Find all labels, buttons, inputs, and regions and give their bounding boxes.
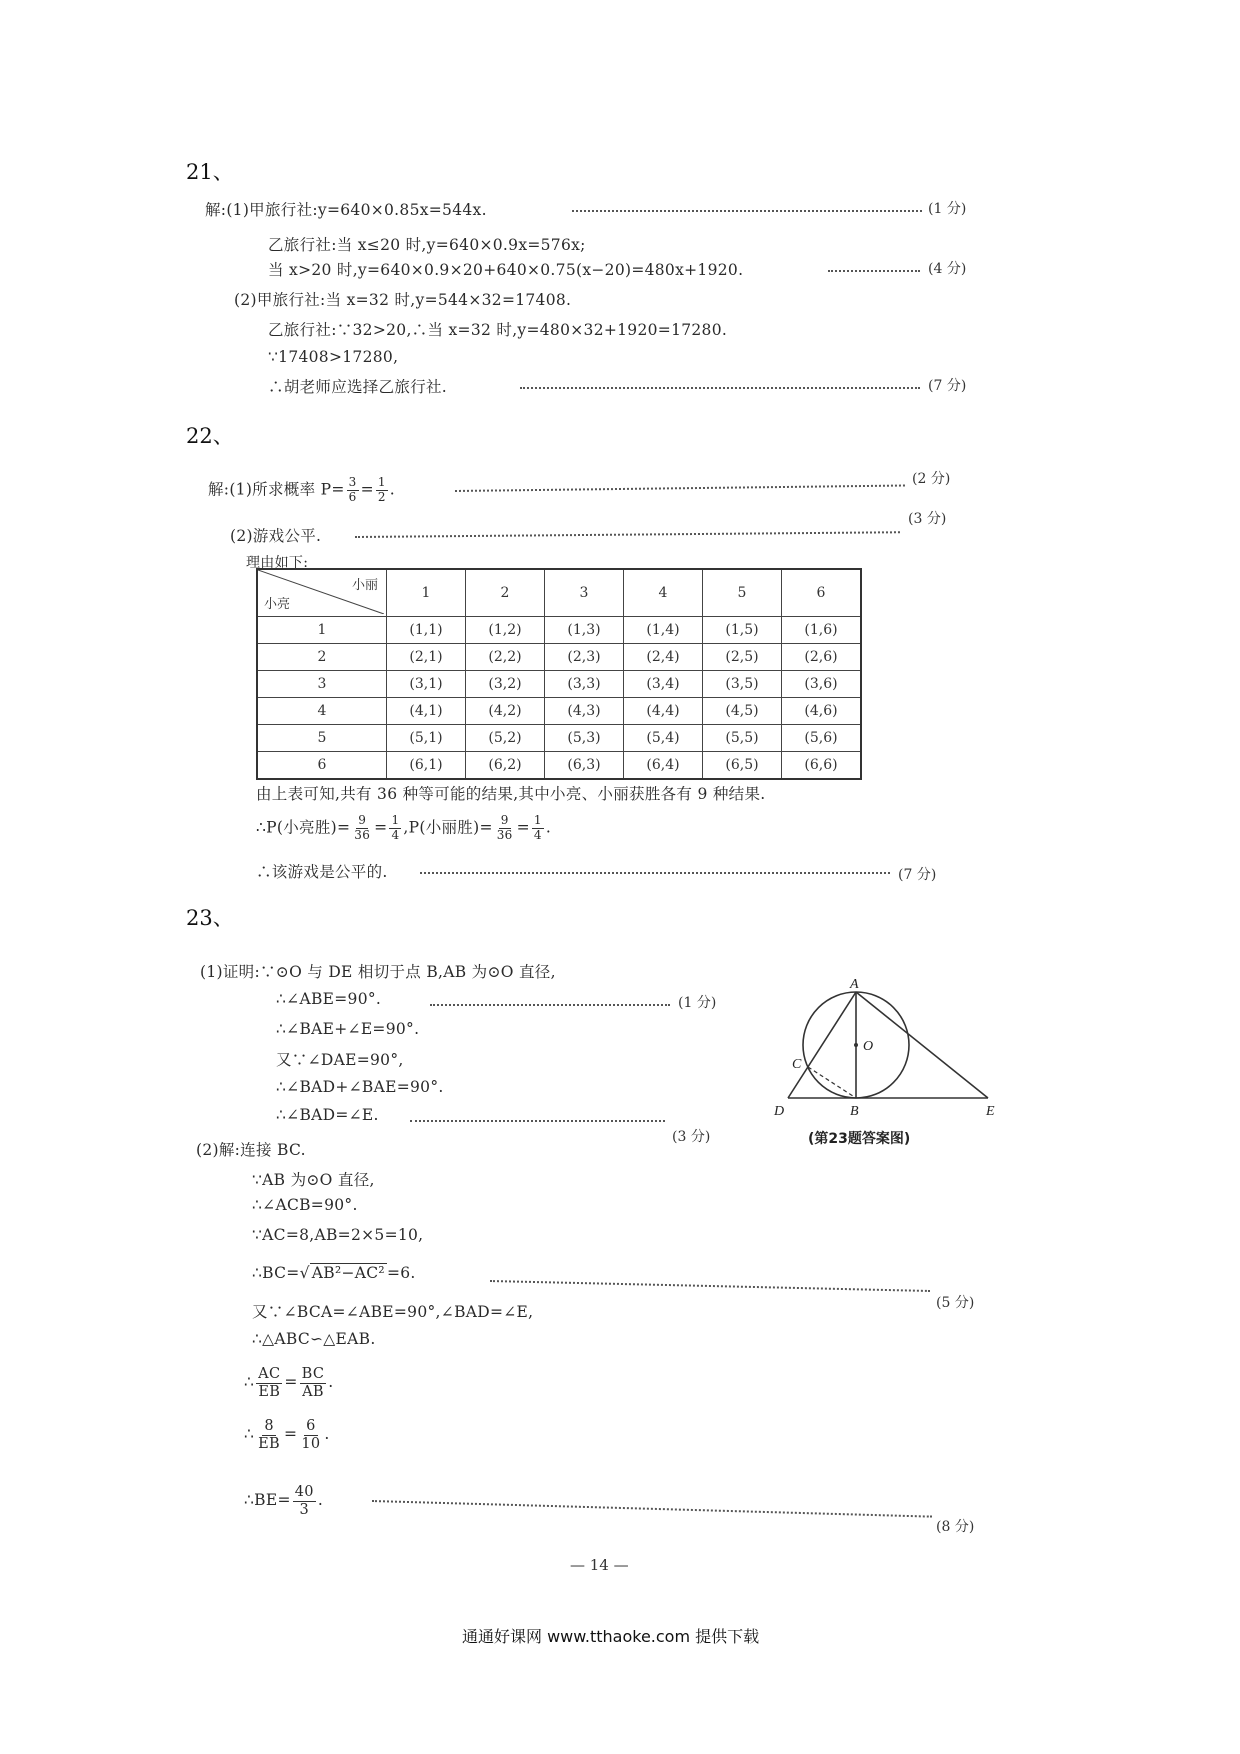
table-cell: (4,6) <box>782 698 862 725</box>
row-header: 2 <box>257 644 387 671</box>
fraction: $\frac{40}{3}$ <box>294 1484 314 1518</box>
q22-line-3: 理由如下: <box>246 555 309 571</box>
q23-score-6: (3 分) <box>672 1129 711 1145</box>
table-cell: (2,6) <box>782 644 862 671</box>
table-cell: (3,5) <box>703 671 782 698</box>
table-cell: (1,2) <box>466 617 545 644</box>
q23-line-13: ∴△ABC∽△EAB. <box>252 1330 376 1348</box>
segment-bc <box>808 1067 856 1098</box>
table-cell: (2,5) <box>703 644 782 671</box>
q23-line-7: (2)解:连接 BC. <box>196 1141 306 1159</box>
header-row-label: 小亮 <box>264 597 291 612</box>
table-cell: (2,3) <box>545 644 624 671</box>
q22-line-1: 解:(1)所求概率 P= $\frac{3}{6}$ = $\frac{1}{2}$ . <box>208 475 396 504</box>
col-header: 5 <box>703 569 782 617</box>
table-cell: (6,3) <box>545 752 624 780</box>
label-b: B <box>850 1104 859 1119</box>
table-cell: (1,3) <box>545 617 624 644</box>
leader-dots <box>520 387 920 389</box>
table-cell: (5,2) <box>466 725 545 752</box>
q21-line-2: 乙旅行社:当 x≤20 时,y=640×0.9x=576x; <box>268 236 586 254</box>
q23-line-2: ∴∠ABE=90°. <box>276 990 382 1008</box>
table-cell: (6,1) <box>387 752 466 780</box>
label-e: E <box>986 1104 995 1119</box>
leader-dots <box>455 485 905 492</box>
col-header: 1 <box>387 569 466 617</box>
q21-score-1: (1 分) <box>928 201 967 217</box>
table-row <box>257 752 861 780</box>
fraction: $\frac{9}{36}$ <box>496 813 513 842</box>
q22-line-4: 由上表可知,共有 36 种等可能的结果,其中小亮、小丽获胜各有 9 种结果. <box>256 785 766 803</box>
col-header: 2 <box>466 569 545 617</box>
table-cell: (5,3) <box>545 725 624 752</box>
q23-line-14: ∴ $\frac{AC}{EB}$ = $\frac{BC}{AB}$ . <box>244 1366 334 1400</box>
label-a: A <box>850 977 859 992</box>
q23-score-12: (5 分) <box>936 1295 975 1311</box>
q21-line-3: 当 x>20 时,y=640×0.9×20+640×0.75(x−20)=480x+1920. <box>268 261 744 279</box>
table-cell: (4,3) <box>545 698 624 725</box>
leader-dots <box>430 1004 670 1006</box>
table-cell: (5,4) <box>624 725 703 752</box>
table-row <box>257 698 861 725</box>
table-header-row <box>257 569 861 617</box>
table-cell: (5,1) <box>387 725 466 752</box>
q23-line-6: ∴∠BAD=∠E. <box>276 1106 379 1124</box>
table-corner-cell <box>257 569 387 617</box>
q22-score-6: (7 分) <box>898 867 937 883</box>
table-row <box>257 671 861 698</box>
q22-score-1: (2 分) <box>912 471 951 487</box>
table-cell: (5,6) <box>782 725 862 752</box>
q23-line-5: ∴∠BAD+∠BAE=90°. <box>276 1078 444 1096</box>
table-row <box>257 725 861 752</box>
row-header: 4 <box>257 698 387 725</box>
q22-score-2: (3 分) <box>908 511 947 527</box>
q23-line-12: 又∵∠BCA=∠ABE=90°,∠BAD=∠E, <box>252 1303 534 1321</box>
col-header: 6 <box>782 569 862 617</box>
fraction: $\frac{BC}{AB}$ <box>301 1366 325 1400</box>
q23-line-9: ∴∠ACB=90°. <box>252 1196 358 1214</box>
sqrt-radicand: AB²−AC² <box>311 1264 385 1282</box>
q23-line-16: ∴BE= $\frac{40}{3}$ . <box>244 1484 324 1518</box>
q21-line-6: ∵17408>17280, <box>268 348 399 366</box>
leader-dots <box>572 210 922 212</box>
figure-caption: (第23题答案图) <box>808 1131 911 1147</box>
leader-dots <box>355 531 900 538</box>
table-cell: (3,3) <box>545 671 624 698</box>
fraction: $\frac{1}{4}$ <box>391 813 400 842</box>
col-header: 4 <box>624 569 703 617</box>
row-header: 3 <box>257 671 387 698</box>
col-header: 3 <box>545 569 624 617</box>
table-cell: (6,2) <box>466 752 545 780</box>
table-cell: (3,4) <box>624 671 703 698</box>
table-cell: (2,2) <box>466 644 545 671</box>
q23-line-3: ∴∠BAE+∠E=90°. <box>276 1020 420 1038</box>
leader-dots <box>828 270 920 272</box>
header-col-label: 小丽 <box>351 578 378 593</box>
row-header: 1 <box>257 617 387 644</box>
table-cell: (6,5) <box>703 752 782 780</box>
page-number: — 14 — <box>570 1556 629 1574</box>
geometry-figure <box>770 960 1010 1135</box>
table-cell: (1,5) <box>703 617 782 644</box>
segment-ae <box>856 992 988 1098</box>
q23-line-4: 又∵∠DAE=90°, <box>276 1051 404 1069</box>
q22-line-6: ∴该游戏是公平的. <box>256 863 388 881</box>
table-cell: (6,4) <box>624 752 703 780</box>
table-cell: (4,4) <box>624 698 703 725</box>
q21-score-3: (4 分) <box>928 261 967 277</box>
table-cell: (1,4) <box>624 617 703 644</box>
table-row <box>257 617 861 644</box>
leader-dots <box>410 1120 665 1122</box>
q23-line-15: ∴ $\frac{8}{EB}$ = $\frac{6}{10}$ . <box>244 1418 330 1452</box>
q22-line-5: ∴P(小亮胜)= $\frac{9}{36}$ = $\frac{1}{4}$ ,P(小丽胜)= $\frac{9}{36}$ = $\frac{1}{4}$ . <box>256 813 552 842</box>
fraction: $\frac{8}{EB}$ <box>258 1418 281 1452</box>
q21-score-7: (7 分) <box>928 378 967 394</box>
fraction: $\frac{6}{10}$ <box>301 1418 321 1452</box>
table-cell: (1,6) <box>782 617 862 644</box>
outcomes-table <box>256 568 862 780</box>
table-cell: (2,1) <box>387 644 466 671</box>
table-row <box>257 644 861 671</box>
fraction: $\frac{1}{4}$ <box>533 813 542 842</box>
fraction: $\frac{1}{2}$ <box>377 475 386 504</box>
question-23-number: 23、 <box>186 906 234 930</box>
table-cell: (5,5) <box>703 725 782 752</box>
row-header: 6 <box>257 752 387 780</box>
table-cell: (1,1) <box>387 617 466 644</box>
q23-line-11: ∴BC=√ AB²−AC² =6. <box>252 1264 416 1282</box>
segment-ad <box>788 992 856 1098</box>
q23-line-8: ∵AB 为⊙O 直径, <box>252 1171 375 1189</box>
q21-line-5: 乙旅行社:∵32>20,∴当 x=32 时,y=480×32+1920=17280. <box>268 321 728 339</box>
table-cell: (3,1) <box>387 671 466 698</box>
label-c: C <box>792 1057 802 1072</box>
table-cell: (4,1) <box>387 698 466 725</box>
leader-dots <box>490 1280 930 1292</box>
q22-line-2: (2)游戏公平. <box>230 527 322 545</box>
q23-score-16: (8 分) <box>936 1519 975 1535</box>
footer-source: 通通好课网 www.tthaoke.com 提供下载 <box>462 1627 760 1646</box>
q21-line-4: (2)甲旅行社:当 x=32 时,y=544×32=17408. <box>234 291 572 309</box>
fraction: $\frac{AC}{EB}$ <box>258 1366 281 1400</box>
table-cell: (3,6) <box>782 671 862 698</box>
q23-line-10: ∵AC=8,AB=2×5=10, <box>252 1226 424 1244</box>
q23-score-2: (1 分) <box>678 995 717 1011</box>
table-cell: (4,5) <box>703 698 782 725</box>
label-o: O <box>863 1039 874 1054</box>
label-d: D <box>774 1104 785 1119</box>
table-cell: (3,2) <box>466 671 545 698</box>
q23-line-1: (1)证明:∵⊙O 与 DE 相切于点 B,AB 为⊙O 直径, <box>200 963 556 981</box>
leader-dots <box>420 872 890 874</box>
fraction: $\frac{3}{6}$ <box>348 475 357 504</box>
table-cell: (6,6) <box>782 752 862 780</box>
question-22-number: 22、 <box>186 424 234 448</box>
q21-line-1: 解:(1)甲旅行社:y=640×0.85x=544x. <box>205 201 487 219</box>
table-cell: (4,2) <box>466 698 545 725</box>
table-cell: (2,4) <box>624 644 703 671</box>
q21-line-7: ∴胡老师应选择乙旅行社. <box>268 378 448 396</box>
row-header: 5 <box>257 725 387 752</box>
center-point <box>854 1043 858 1047</box>
leader-dots <box>372 1500 932 1518</box>
question-21-number: 21、 <box>186 160 234 184</box>
fraction: $\frac{9}{36}$ <box>354 813 371 842</box>
